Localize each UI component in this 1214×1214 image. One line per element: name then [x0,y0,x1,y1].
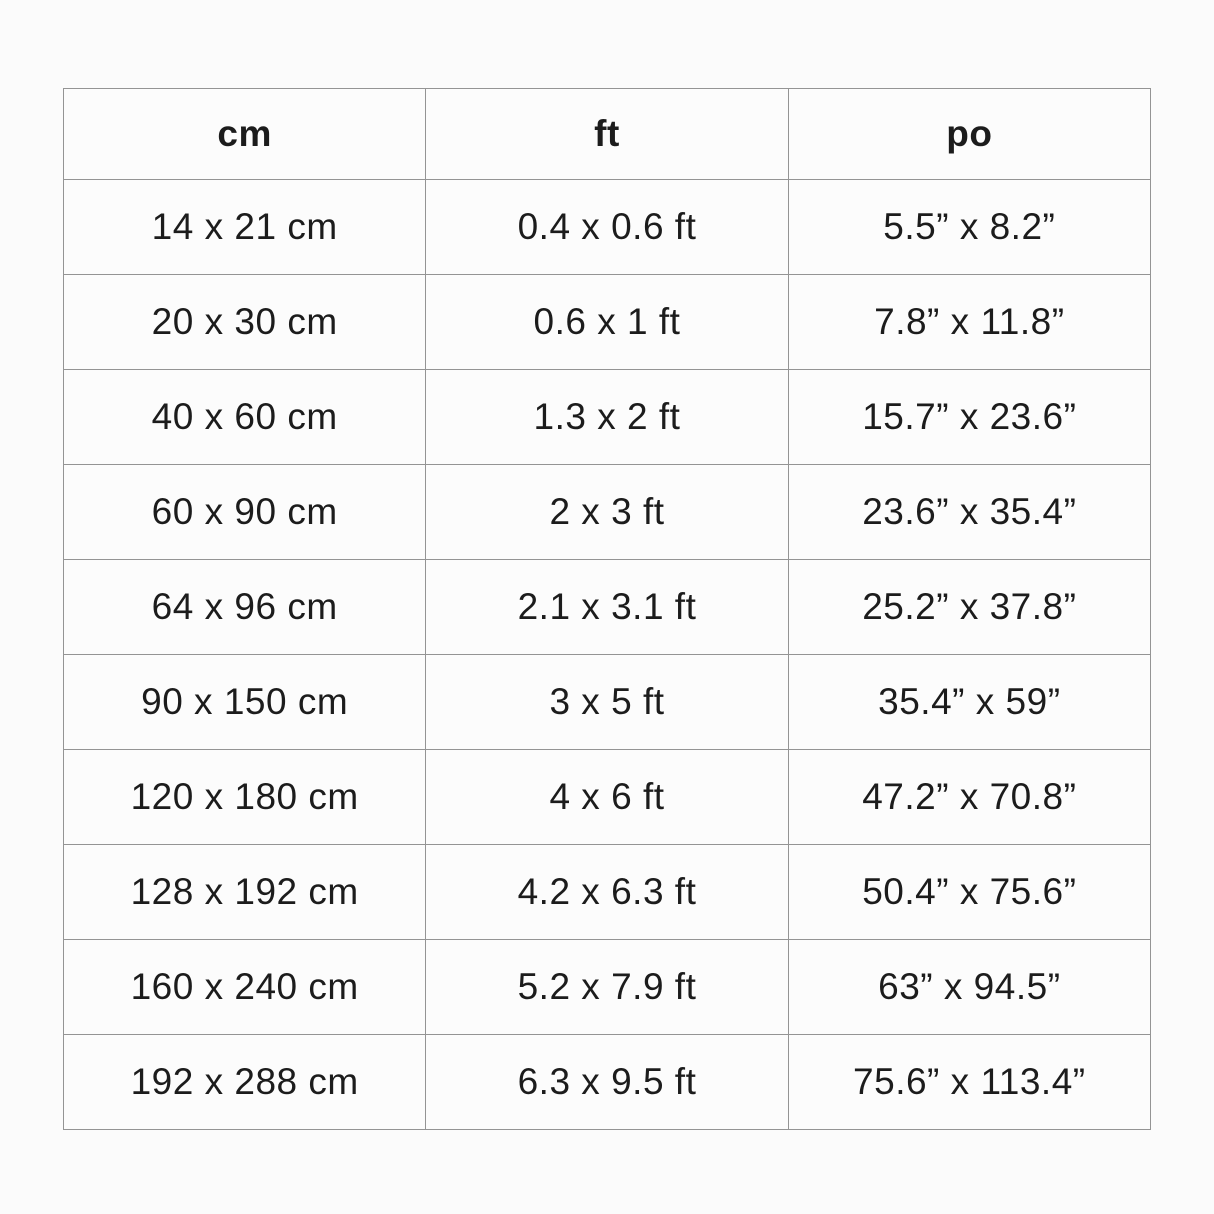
table-cell: 128 x 192 cm [64,845,426,940]
table-row [64,465,1151,560]
table-row [64,275,1151,370]
table-cell: 4 x 6 ft [426,750,788,845]
table-row [64,845,1151,940]
table-cell: 1.3 x 2 ft [426,370,788,465]
table-cell: 47.2” x 70.8” [788,750,1150,845]
table-row [64,655,1151,750]
table-cell: 6.3 x 9.5 ft [426,1035,788,1130]
table-cell: 120 x 180 cm [64,750,426,845]
table-header [64,89,1151,180]
table-cell: 35.4” x 59” [788,655,1150,750]
table-body [64,180,1151,1130]
table-cell: 160 x 240 cm [64,940,426,1035]
table-row [64,940,1151,1035]
table-cell: 20 x 30 cm [64,275,426,370]
table-row [64,180,1151,275]
size-conversion-table [63,88,1151,1130]
table-cell: 192 x 288 cm [64,1035,426,1130]
table-cell: 3 x 5 ft [426,655,788,750]
table-cell: 75.6” x 113.4” [788,1035,1150,1130]
table-cell: 63” x 94.5” [788,940,1150,1035]
column-header-cm: cm [64,89,426,180]
table-cell: 0.6 x 1 ft [426,275,788,370]
table-cell: 50.4” x 75.6” [788,845,1150,940]
table-cell: 64 x 96 cm [64,560,426,655]
table-cell: 2.1 x 3.1 ft [426,560,788,655]
table-cell: 90 x 150 cm [64,655,426,750]
table-cell: 4.2 x 6.3 ft [426,845,788,940]
table-cell: 60 x 90 cm [64,465,426,560]
table-cell: 0.4 x 0.6 ft [426,180,788,275]
table-cell: 5.5” x 8.2” [788,180,1150,275]
table-cell: 2 x 3 ft [426,465,788,560]
table-row [64,750,1151,845]
table-cell: 23.6” x 35.4” [788,465,1150,560]
column-header-ft: ft [426,89,788,180]
table-cell: 40 x 60 cm [64,370,426,465]
table-cell: 14 x 21 cm [64,180,426,275]
table-row [64,370,1151,465]
table-row [64,1035,1151,1130]
table-cell: 7.8” x 11.8” [788,275,1150,370]
table-row [64,560,1151,655]
column-header-po: po [788,89,1150,180]
table-cell: 5.2 x 7.9 ft [426,940,788,1035]
table-cell: 15.7” x 23.6” [788,370,1150,465]
table-header-row [64,89,1151,180]
table-cell: 25.2” x 37.8” [788,560,1150,655]
